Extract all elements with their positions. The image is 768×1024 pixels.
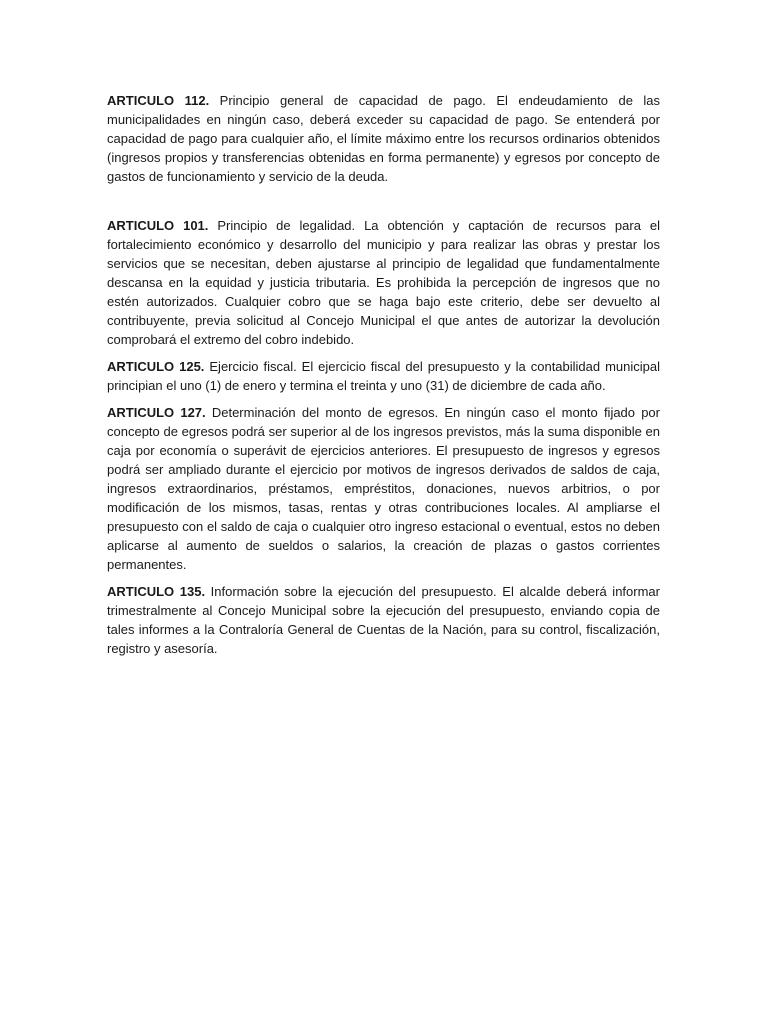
article-text: Información sobre la ejecución del presupuesto. El alcalde deberá informar trimestralmente al Concejo Municipal sobre la ejecución del presupuesto, enviando copia de tales informes a la Contraloría General de Cuentas de la Nación, para su control, fiscalización, registro y asesoría. bbox=[107, 584, 660, 656]
document-page bbox=[107, 91, 660, 666]
article-number: ARTICULO 135. bbox=[107, 584, 206, 599]
article-text: Principio general de capacidad de pago. El endeudamiento de las municipalidades en ningún caso, deberá exceder su capacidad de pago. Se entenderá por capacidad de pago para cualquier año, el límite máximo entre los recursos ordinarios obtenidos (ingresos propios y transferencias obtenidas en forma permanente) y egresos por concepto de gastos de funcionamiento y servicio de la deuda. bbox=[107, 93, 660, 184]
article-101 bbox=[107, 216, 660, 349]
article-135 bbox=[107, 582, 660, 658]
article-127 bbox=[107, 403, 660, 574]
article-112 bbox=[107, 91, 660, 186]
article-text: Ejercicio fiscal. El ejercicio fiscal del presupuesto y la contabilidad municipal principian el uno (1) de enero y termina el treinta y uno (31) de diciembre de cada año. bbox=[107, 359, 660, 393]
article-number: ARTICULO 125. bbox=[107, 359, 205, 374]
article-number: ARTICULO 101. bbox=[107, 218, 209, 233]
article-number: ARTICULO 127. bbox=[107, 405, 206, 420]
article-text: Determinación del monto de egresos. En ningún caso el monto fijado por concepto de egresos podrá ser superior al de los ingresos previstos, más la suma disponible en caja por economía o superávit de ejercicios anteriores. El presupuesto de ingresos y egresos podrá ser ampliado durante el ejercicio por motivos de ingresos derivados de saldos de caja, ingresos extraordinarios, préstamos, empréstitos, donaciones, nuevos arbitrios, o por modificación de los mismos, tasas, rentas y otras contribuciones locales. Al ampliarse el presupuesto con el saldo de caja o cualquier otro ingreso estacional o eventual, estos no deben aplicarse al aumento de sueldos o salarios, la creación de plazas o gastos corrientes permanentes. bbox=[107, 405, 660, 572]
article-text: Principio de legalidad. La obtención y captación de recursos para el fortalecimiento económico y desarrollo del municipio y para realizar las obras y prestar los servicios que se necesitan, deben ajustarse al principio de legalidad que fundamentalmente descansa en la equidad y justicia tributaria. Es prohibida la percepción de ingresos que no estén autorizados. Cualquier cobro que se haga bajo este criterio, debe ser devuelto al contribuyente, previa solicitud al Concejo Municipal el que antes de autorizar la devolución comprobará el extremo del cobro indebido. bbox=[107, 218, 660, 347]
article-number: ARTICULO 112. bbox=[107, 93, 210, 108]
article-125 bbox=[107, 357, 660, 395]
